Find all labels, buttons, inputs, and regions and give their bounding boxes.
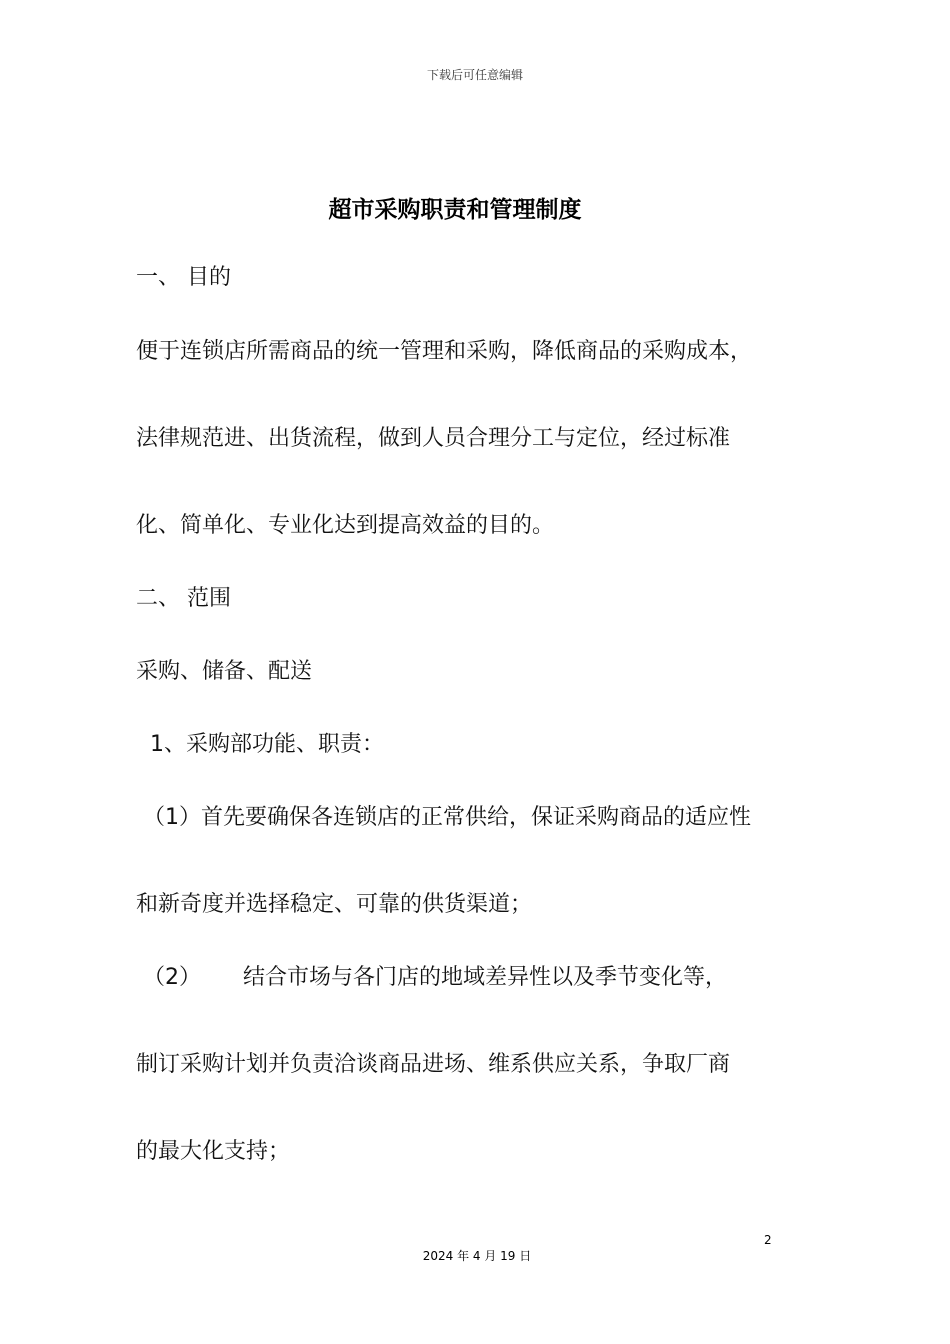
- document-title: 超市采购职责和管理制度: [328, 197, 582, 223]
- list-item-line: 制订采购计划并负责洽谈商品进场、维系供应关系，争取厂商: [136, 1052, 731, 1077]
- paragraph-line: 便于连锁店所需商品的统一管理和采购，降低商品的采购成本，: [136, 339, 753, 364]
- section-heading-scope: 二、 范围: [136, 586, 231, 611]
- list-item-line: 的最大化支持；: [136, 1139, 291, 1164]
- page-number: 2: [764, 1233, 772, 1247]
- paragraph-line: 采购、储备、配送: [136, 659, 313, 684]
- paragraph-line: 法律规范进、出货流程，做到人员合理分工与定位，经过标准: [136, 426, 731, 451]
- list-item-line: （2） 结合市场与各门店的地域差异性以及季节变化等，: [136, 965, 727, 990]
- footer-date: 2024 年 4 月 19 日: [422, 1249, 532, 1263]
- section-heading-purpose: 一、 目的: [136, 265, 231, 290]
- header-note: 下载后可任意编辑: [426, 68, 523, 82]
- paragraph-line: 化、简单化、专业化达到提高效益的目的。: [136, 513, 555, 538]
- subsection-heading: 1、采购部功能、职责：: [136, 732, 384, 757]
- list-item-line: 和新奇度并选择稳定、可靠的供货渠道；: [136, 892, 533, 917]
- list-item-line: （1）首先要确保各连锁店的正常供给，保证采购商品的适应性: [136, 805, 751, 830]
